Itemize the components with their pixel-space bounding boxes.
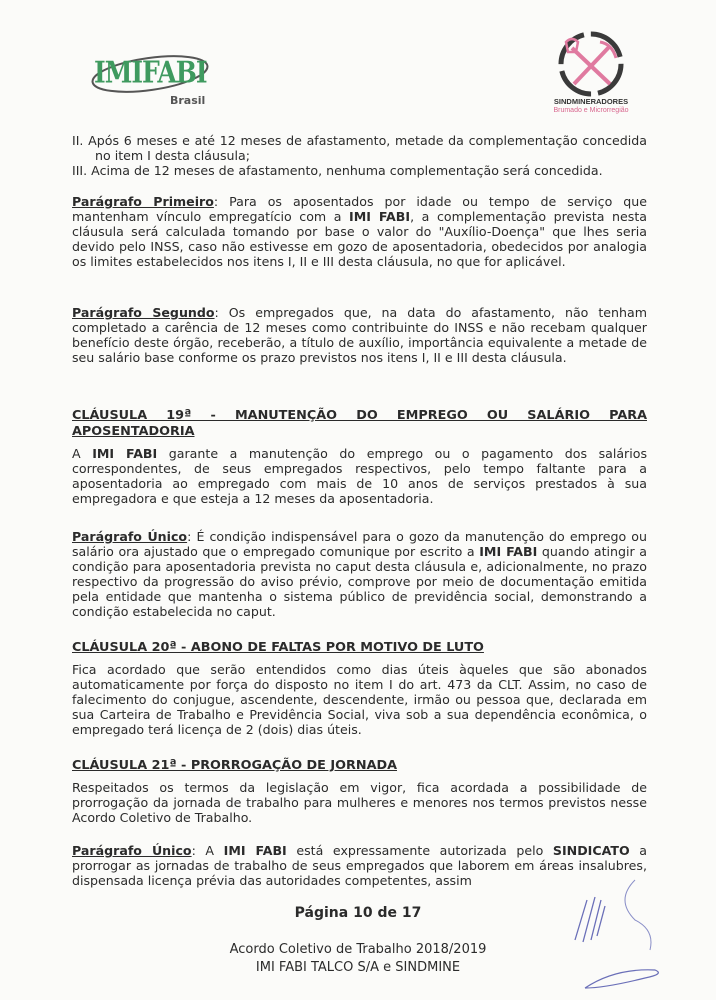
paragraph-text: quando atingir a condição para aposentadoria prevista no caput desta cláusula e, adicionalmente, no prazo respectivo da progressão do aviso prévio, comprove por meio de documentação emitida pela entidade que mantenha o sistema público de previdência social, demonstrando a condição estabelecida no caput. [72, 544, 647, 619]
company-name: IMI FABI [223, 843, 287, 858]
clausula-19 [72, 408, 647, 506]
clause-heading: CLÁUSULA 21ª - PRORROGAÇÃO DE JORNADA [72, 758, 398, 773]
paragraph-text: : Para os aposentados por idade ou tempo de serviço que mantenham vínculo empregatício com a [72, 194, 647, 224]
logo-name: SINDMINERADORES [553, 97, 629, 106]
logo-subtitle: Brasil [170, 94, 206, 107]
company-name: IMI FABI [349, 209, 411, 224]
paragrafo-segundo [72, 305, 647, 365]
items-list [72, 133, 647, 178]
pickaxe-shovel-icon [536, 30, 646, 100]
handwritten-signature-icon [555, 870, 715, 1000]
item-text: Após 6 meses e até 12 meses de afastamento, metade da complementação concedida no item I desta cláusula; [88, 133, 647, 163]
logo-region: Brumado e Microrregião [553, 107, 629, 114]
company-name: IMI FABI [92, 446, 158, 461]
paragraph-text: : É condição indispensável para o gozo da manutenção do emprego ou salário ora ajustado que o empregado comunique por escrito a [72, 529, 647, 559]
union-name: SINDICATO [552, 843, 630, 858]
clausula-21 [72, 758, 647, 825]
company-name: IMI FABI [479, 544, 538, 559]
paragraph-text: está expressamente autorizada pelo [286, 843, 553, 858]
list-item [72, 133, 647, 163]
list-item [72, 163, 647, 178]
paragraph-lead: Parágrafo Único [72, 529, 188, 544]
item-label: III. [72, 163, 88, 178]
item-text: Acima de 12 meses de afastamento, nenhuma complementação será concedida. [91, 163, 603, 178]
footer-line-1: Acordo Coletivo de Trabalho 2018/2019 [229, 942, 487, 957]
clause-heading: CLÁUSULA 20ª - ABONO DE FALTAS POR MOTIVO DE LUTO [72, 640, 484, 655]
footer-line-2: IMI FABI TALCO S/A e SINDMINE [255, 960, 461, 975]
clause-heading-cont: APOSENTADORIA [72, 424, 195, 439]
paragraph-text: a prorrogar as jornadas de trabalho de seus empregados que laborem em áreas insalubres, dispensada licença prévia das autoridades competentes, assim [72, 843, 647, 888]
clause-heading: CLÁUSULA 19ª - MANUTENÇÃO DO EMPREGO OU SALÁRIO PARA [72, 408, 647, 423]
clausula-19-paragrafo-unico [72, 529, 647, 619]
paragraph-text: : Os empregados que, na data do afastamento, não tenham completado a carência de 12 meses como contribuinte do INSS e não recebam qualquer benefício deste órgão, receberão, a título de auxílio, importância equivalente a metade de seu salário base conforme os prazo previstos nos itens I, II e III desta cláusula. [72, 305, 647, 365]
paragraph-lead: Parágrafo Segundo [72, 305, 215, 320]
paragrafo-primeiro [72, 194, 647, 269]
item-label: II. [72, 133, 84, 148]
page-number: Página 10 de 17 [294, 905, 422, 921]
paragraph-text: Fica acordado que serão entendidos como dias úteis àqueles que são abonados automaticamente por força do disposto no item I do art. 473 da CLT. Assim, no caso de falecimento do conjugue, ascendente, descendente, irmão ou pessoa que, declarada em sua Carteira de Trabalho e Previdência Social, viva sob a sua dependência econômica, o empregado terá licença de 2 (dois) dias úteis. [72, 662, 647, 737]
imifabi-logo [88, 50, 218, 112]
paragraph-text: garante a manutenção do emprego ou o pagamento dos salários correspondentes, de seus empregados respectivos, pelo tempo faltante para a aposentadoria ao empregado com mais de 10 anos de serviços prestados à sua empregadora e que esteja a 12 meses da aposentadoria. [72, 446, 648, 506]
logo-wordmark: IMIFABI [94, 55, 207, 90]
clausula-20 [72, 640, 647, 737]
paragraph-lead: Parágrafo Primeiro [72, 194, 214, 209]
paragraph-text: : A [191, 843, 224, 858]
sindmineradores-logo [536, 30, 646, 122]
paragraph-text: Respeitados os termos da legislação em vigor, fica acordada a possibilidade de prorrogação da jornada de trabalho para mulheres e menores nos termos previstos nesse Acordo Coletivo de Trabalho. [72, 780, 647, 825]
paragraph-lead: Parágrafo Único [72, 843, 192, 858]
paragraph-text: A [72, 446, 93, 461]
paragraph-text: , a complementação prevista nesta cláusula será calculada tomando por base o valor do "Auxílio-Doença" que lhes seria devido pelo INSS, caso não estivesse em gozo de aposentadoria, obedecidos por analogia os limites estabelecidos nos itens I, II e III desta cláusula, no que for aplicável. [72, 209, 647, 269]
